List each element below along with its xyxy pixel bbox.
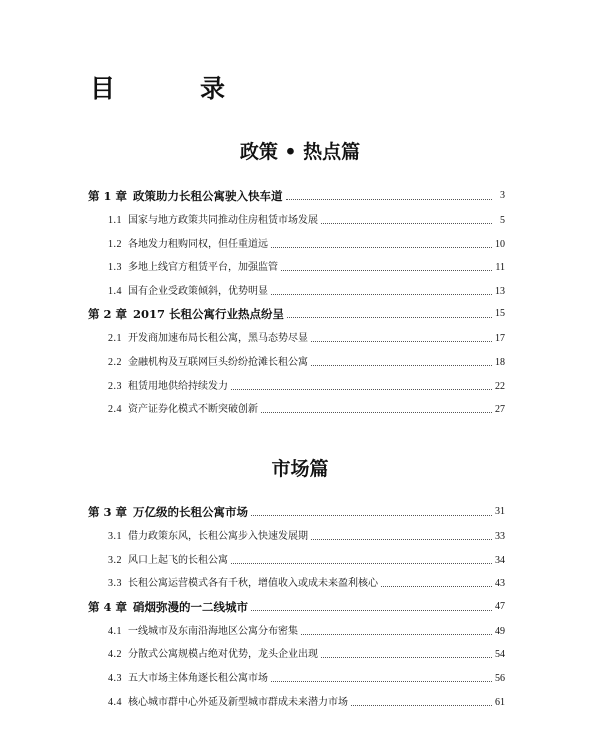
chapter-number: 第 3 章 bbox=[88, 505, 128, 519]
page-number: 47 bbox=[495, 600, 505, 612]
page-number: 18 bbox=[495, 356, 505, 368]
page-number: 56 bbox=[495, 672, 505, 684]
dot-leader bbox=[381, 585, 492, 587]
toc-list-market bbox=[88, 500, 505, 713]
dot-leader bbox=[321, 656, 492, 658]
toc-subsection-1-3[interactable] bbox=[88, 255, 505, 275]
dot-leader bbox=[301, 633, 492, 635]
subsection-number: 2.4 bbox=[108, 404, 122, 416]
toc-subsection-1-1[interactable] bbox=[88, 208, 505, 228]
subsection-title: 多地上线官方租赁平台，加强监管 bbox=[128, 262, 278, 274]
toc-subsection-2-4[interactable] bbox=[88, 397, 505, 417]
dot-leader bbox=[261, 411, 492, 413]
toc-subsection-3-2[interactable] bbox=[88, 548, 505, 568]
subsection-number: 2.3 bbox=[108, 380, 122, 392]
chapter-number: 第 2 章 bbox=[88, 307, 128, 322]
toc-subsection-4-3[interactable] bbox=[88, 666, 505, 686]
subsection-title: 各地发力租购同权，但任重道远 bbox=[128, 238, 268, 250]
chapter-title: 硝烟弥漫的一二线城市 bbox=[133, 599, 249, 614]
page-number: 13 bbox=[495, 285, 505, 297]
dot-leader bbox=[286, 198, 492, 200]
toc-subsection-4-1[interactable] bbox=[88, 619, 505, 639]
toc-chapter-4[interactable] bbox=[88, 595, 505, 615]
section-heading-policy: 政策 • 热点篇 bbox=[239, 141, 361, 163]
subsection-title: 国家与地方政策共同推动住房租赁市场发展 bbox=[128, 215, 318, 226]
toc-chapter-3[interactable] bbox=[88, 500, 505, 520]
toc-subsection-4-4[interactable] bbox=[88, 690, 505, 710]
subsection-number: 4.1 bbox=[108, 625, 122, 637]
page-number: 10 bbox=[495, 238, 505, 250]
subsection-number: 1.2 bbox=[108, 238, 122, 250]
page-number: 17 bbox=[495, 333, 505, 345]
subsection-title: 租赁用地供给持续发力 bbox=[128, 380, 228, 392]
toc-subsection-2-1[interactable] bbox=[88, 326, 505, 346]
dot-leader bbox=[311, 538, 492, 540]
page-number: 33 bbox=[495, 531, 505, 542]
page-number: 43 bbox=[495, 578, 505, 590]
subsection-title: 金融机构及互联网巨头纷纷抢滩长租公寓 bbox=[128, 356, 308, 368]
toc-chapter-1[interactable] bbox=[88, 184, 505, 204]
subsection-title: 风口上起飞的长租公寓 bbox=[128, 554, 228, 566]
chapter-number: 第 1 章 bbox=[88, 189, 128, 203]
toc-subsection-1-2[interactable] bbox=[88, 232, 505, 252]
dot-leader bbox=[271, 680, 492, 682]
toc-subsection-2-2[interactable] bbox=[88, 350, 505, 370]
section-heading-market: 市场篇 bbox=[271, 458, 329, 480]
subsection-title: 借力政策东风，长租公寓步入快速发展期 bbox=[128, 531, 308, 542]
dot-leader bbox=[287, 316, 492, 318]
subsection-title: 一线城市及东南沿海地区公寓分布密集 bbox=[128, 625, 298, 637]
toc-list-policy bbox=[88, 184, 505, 421]
page-number: 27 bbox=[495, 404, 505, 416]
page-number: 15 bbox=[495, 308, 505, 320]
dot-leader bbox=[231, 388, 492, 390]
subsection-title: 分散式公寓规模占绝对优势，龙头企业出现 bbox=[128, 649, 318, 661]
chapter-number: 第 4 章 bbox=[88, 599, 128, 614]
subsection-number: 1.3 bbox=[108, 262, 122, 274]
chapter-title: 2017 长租公寓行业热点纷呈 bbox=[133, 307, 285, 322]
subsection-number: 1.4 bbox=[108, 285, 122, 297]
dot-leader bbox=[271, 246, 492, 248]
subsection-number: 1.1 bbox=[108, 215, 122, 226]
dot-leader bbox=[321, 222, 492, 224]
dot-leader bbox=[281, 269, 492, 271]
page-number: 11 bbox=[495, 262, 505, 274]
page-number: 3 bbox=[500, 190, 505, 201]
toc-subsection-4-2[interactable] bbox=[88, 642, 505, 662]
subsection-number: 4.4 bbox=[108, 696, 122, 708]
subsection-number: 4.2 bbox=[108, 649, 122, 661]
page-number: 5 bbox=[500, 215, 505, 226]
subsection-title: 长租公寓运营模式各有千秋，增值收入或成未来盈利核心 bbox=[128, 578, 378, 590]
subsection-title: 国有企业受政策倾斜，优势明显 bbox=[128, 285, 268, 297]
dot-leader bbox=[351, 704, 492, 706]
subsection-title: 五大市场主体角逐长租公寓市场 bbox=[128, 672, 268, 684]
subsection-number: 3.2 bbox=[108, 554, 122, 566]
page-number: 22 bbox=[495, 380, 505, 392]
page-number: 31 bbox=[495, 506, 505, 517]
subsection-number: 2.1 bbox=[108, 333, 122, 345]
dot-leader bbox=[251, 514, 492, 516]
page-number: 49 bbox=[495, 625, 505, 637]
dot-leader bbox=[311, 364, 492, 366]
subsection-title: 资产证券化模式不断突破创新 bbox=[128, 404, 258, 416]
page-number: 34 bbox=[495, 554, 505, 566]
dot-leader bbox=[231, 562, 492, 564]
chapter-title: 万亿级的长租公寓市场 bbox=[133, 505, 249, 519]
toc-subsection-1-4[interactable] bbox=[88, 279, 505, 299]
page-title: 目 录 bbox=[90, 74, 256, 103]
subsection-number: 3.1 bbox=[108, 531, 122, 542]
dot-leader bbox=[251, 609, 492, 611]
page-number: 54 bbox=[495, 649, 505, 661]
dot-leader bbox=[271, 293, 492, 295]
dot-leader bbox=[311, 340, 492, 342]
toc-subsection-3-3[interactable] bbox=[88, 571, 505, 591]
chapter-title: 政策助力长租公寓驶入快车道 bbox=[133, 189, 283, 203]
toc-subsection-3-1[interactable] bbox=[88, 524, 505, 544]
subsection-title: 核心城市群中心外延及新型城市群成未来潜力市场 bbox=[128, 696, 348, 708]
toc-subsection-2-3[interactable] bbox=[88, 374, 505, 394]
subsection-number: 4.3 bbox=[108, 672, 122, 684]
subsection-number: 2.2 bbox=[108, 356, 122, 368]
page-number: 61 bbox=[495, 696, 505, 708]
subsection-title: 开发商加速布局长租公寓，黑马态势尽显 bbox=[128, 333, 308, 345]
toc-chapter-2[interactable] bbox=[88, 302, 505, 322]
subsection-number: 3.3 bbox=[108, 578, 122, 590]
